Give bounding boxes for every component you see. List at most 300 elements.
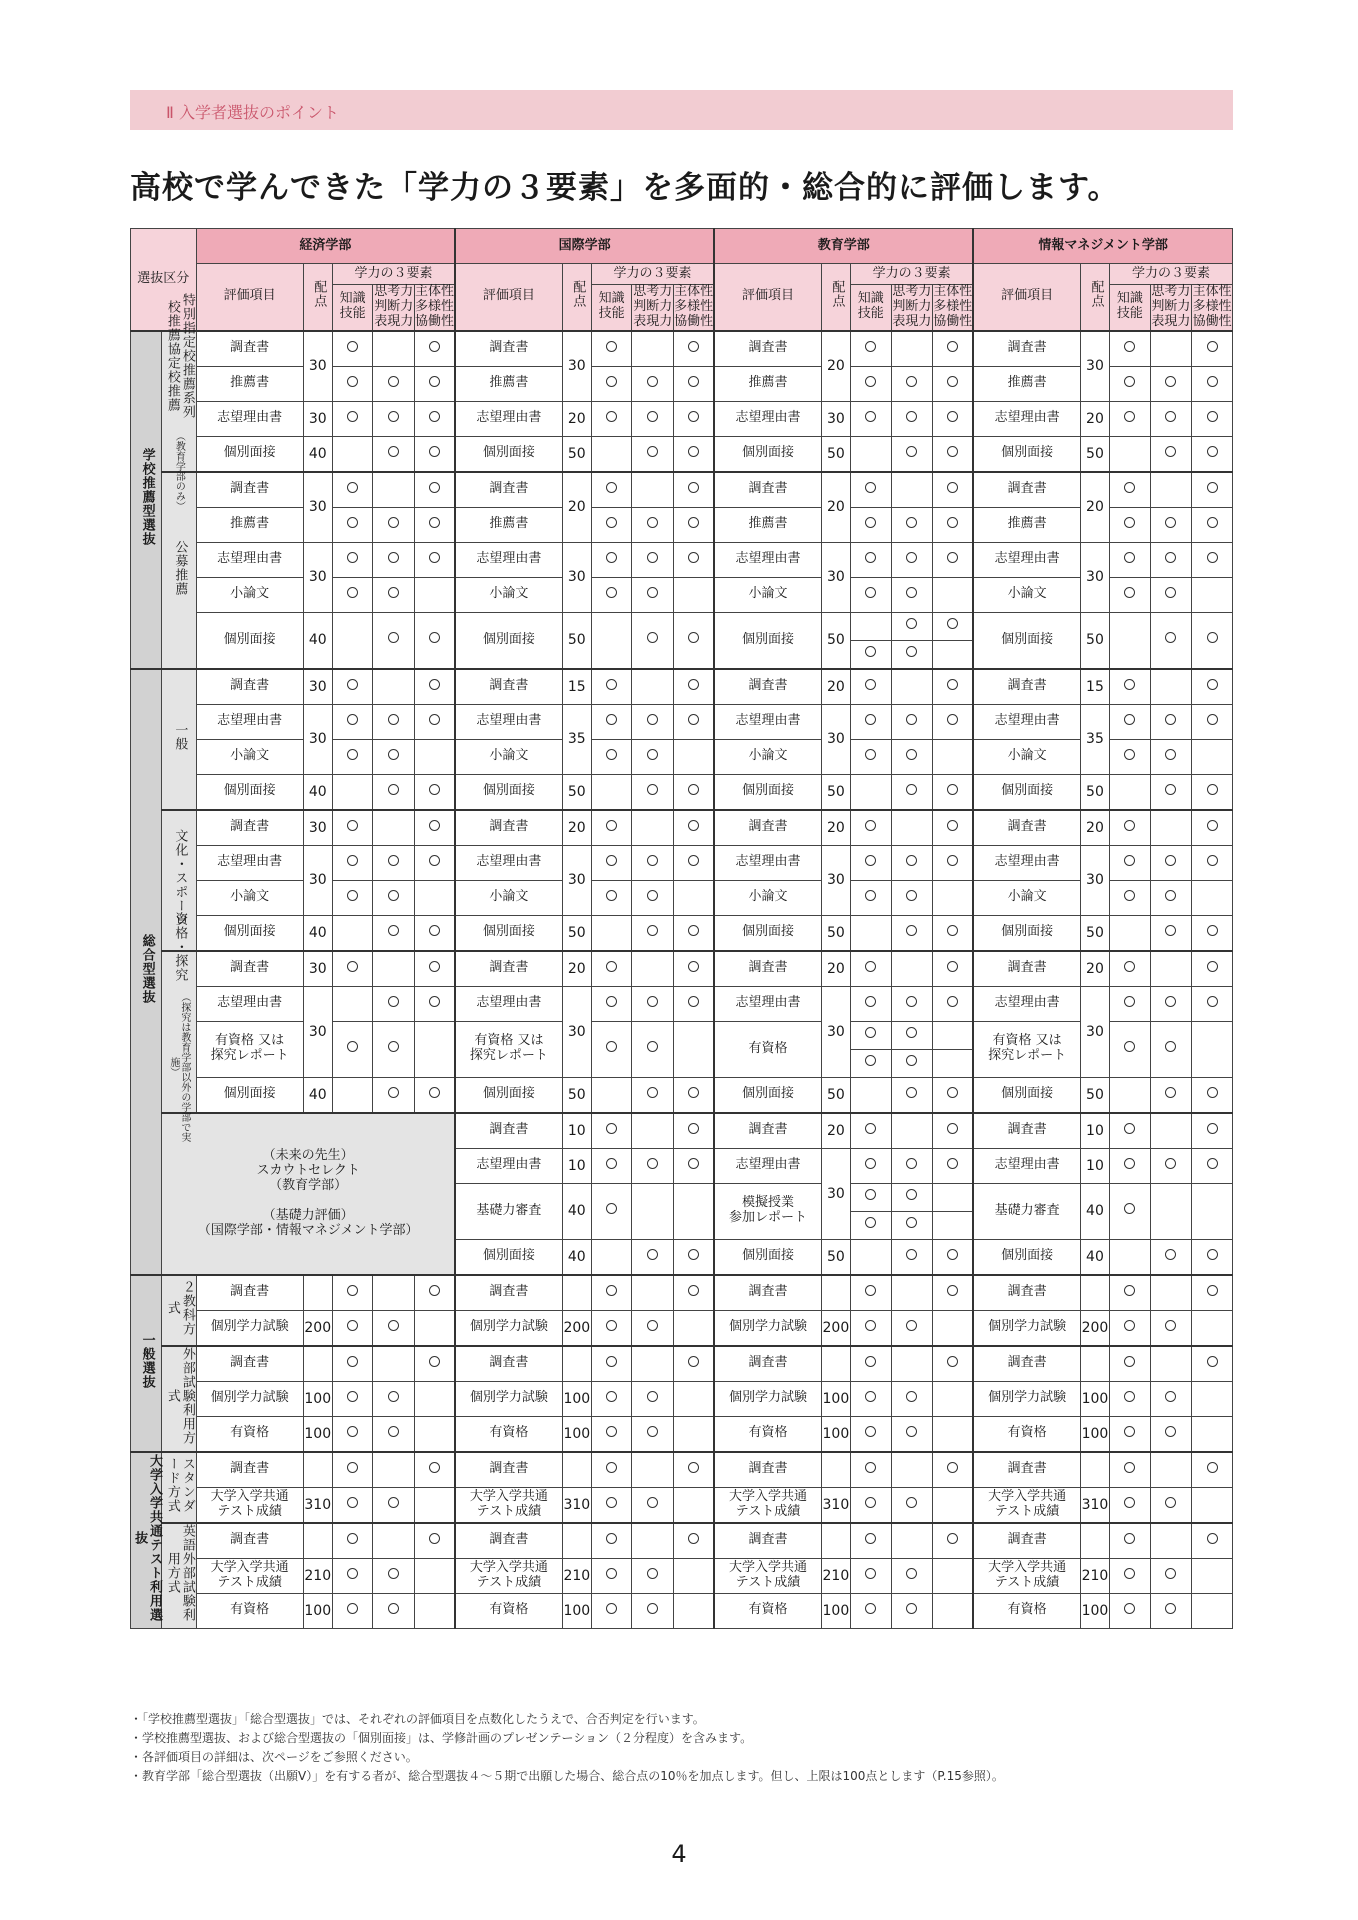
circle-mark xyxy=(606,1568,617,1579)
element-cell xyxy=(1150,472,1192,508)
circle-mark xyxy=(647,1041,658,1052)
circle-mark xyxy=(347,376,358,387)
circle-mark xyxy=(388,1320,399,1331)
eval-item-cell: 個別面接 xyxy=(455,915,562,951)
circle-mark xyxy=(906,1217,917,1228)
element-cell xyxy=(850,986,891,1021)
eval-item-cell: 志望理由書 xyxy=(714,542,821,577)
element-cell xyxy=(674,366,715,401)
selection-group-label xyxy=(131,1275,162,1452)
circle-mark xyxy=(647,1497,658,1508)
element-cell xyxy=(373,472,415,508)
table-row xyxy=(131,436,1233,472)
element-cell xyxy=(332,774,373,810)
points-cell: 210 xyxy=(821,1558,850,1593)
circle-mark xyxy=(1124,1320,1135,1331)
element-cell xyxy=(933,1593,974,1628)
element-cell xyxy=(373,669,415,705)
subgroup-text: スタンダード方式 xyxy=(164,1456,195,1513)
circle-mark xyxy=(906,446,917,457)
subgroup-text: ２教科方式 xyxy=(164,1279,195,1336)
circle-mark xyxy=(688,482,699,493)
element-cell xyxy=(674,669,715,705)
circle-mark xyxy=(865,1568,876,1579)
element-cell xyxy=(850,1239,891,1275)
circle-mark xyxy=(1165,376,1176,387)
element-cell xyxy=(933,1148,974,1183)
element-cell xyxy=(415,507,456,542)
points-cell: 200 xyxy=(1080,1310,1109,1346)
element-cell xyxy=(674,704,715,739)
element-cell xyxy=(1192,1239,1233,1275)
points-cell: 40 xyxy=(1080,1183,1109,1239)
element-cell xyxy=(332,577,373,612)
split-subcell xyxy=(933,613,972,641)
element-cell xyxy=(1150,612,1192,669)
element-cell xyxy=(332,1558,373,1593)
table-row xyxy=(131,1523,1233,1559)
circle-mark xyxy=(347,1462,358,1473)
circle-mark xyxy=(906,925,917,936)
section-title: Ⅱ 入学者選抜のポイント xyxy=(166,103,339,122)
eval-item-cell: 調査書 xyxy=(973,472,1080,508)
circle-mark xyxy=(906,1497,917,1508)
circle-mark xyxy=(1207,1356,1218,1367)
element-cell xyxy=(591,880,632,915)
points-cell: 100 xyxy=(562,1593,591,1628)
element-cell xyxy=(415,986,456,1021)
selection-subgroup-label xyxy=(162,1346,196,1452)
circle-mark xyxy=(1165,552,1176,563)
eval-item-cell: 調査書 xyxy=(714,1452,821,1488)
circle-mark xyxy=(906,855,917,866)
circle-mark xyxy=(947,679,958,690)
circle-mark xyxy=(647,714,658,725)
circle-mark xyxy=(865,376,876,387)
points-cell: 30 xyxy=(303,472,332,543)
circle-mark xyxy=(1124,1497,1135,1508)
element-cell xyxy=(674,739,715,774)
eval-item-cell: 志望理由書 xyxy=(196,986,303,1021)
circle-mark xyxy=(1124,376,1135,387)
eval-item-cell: 大学入学共通 テスト成績 xyxy=(973,1558,1080,1593)
circle-mark xyxy=(429,820,440,831)
points-cell: 20 xyxy=(1080,401,1109,436)
element-cell xyxy=(632,845,674,880)
circle-mark xyxy=(647,1568,658,1579)
table-row xyxy=(131,1077,1233,1113)
element-cell xyxy=(373,1077,415,1113)
eval-item-cell: 推薦書 xyxy=(973,507,1080,542)
element-cell xyxy=(850,1183,891,1239)
points-cell: 30 xyxy=(562,986,591,1077)
circle-mark xyxy=(947,1356,958,1367)
circle-mark xyxy=(1124,996,1135,1007)
element-cell xyxy=(1150,1381,1192,1416)
eval-item-cell: 小論文 xyxy=(196,739,303,774)
eval-item-cell: 調査書 xyxy=(973,1113,1080,1149)
points-cell xyxy=(1080,1275,1109,1311)
element-cell xyxy=(891,436,933,472)
element-cell xyxy=(1110,577,1151,612)
element-cell xyxy=(1110,951,1151,987)
element-cell xyxy=(1192,366,1233,401)
circle-mark xyxy=(1207,341,1218,352)
circle-mark xyxy=(388,587,399,598)
element-cell xyxy=(332,1487,373,1523)
circle-mark xyxy=(347,411,358,422)
element-cell xyxy=(850,951,891,987)
element-cell xyxy=(1192,1381,1233,1416)
element-cell xyxy=(1192,1558,1233,1593)
circle-mark xyxy=(947,1249,958,1260)
eval-item-cell: 個別面接 xyxy=(714,1239,821,1275)
circle-mark xyxy=(388,1087,399,1098)
element-cell xyxy=(891,915,933,951)
element-cell xyxy=(891,1416,933,1452)
points-cell xyxy=(821,1346,850,1382)
element-header: 知識 技能 xyxy=(332,285,373,331)
element-cell xyxy=(1150,1310,1192,1346)
eval-item-cell: 調査書 xyxy=(973,951,1080,987)
element-cell xyxy=(933,774,974,810)
element-cell xyxy=(1192,1593,1233,1628)
circle-mark xyxy=(947,1462,958,1473)
element-cell xyxy=(1110,704,1151,739)
element-cell xyxy=(332,1021,373,1077)
table-row xyxy=(131,1021,1233,1077)
element-cell xyxy=(591,1077,632,1113)
element-cell xyxy=(332,1077,373,1113)
element-cell xyxy=(415,951,456,987)
element-cell xyxy=(1192,669,1233,705)
element-cell xyxy=(933,542,974,577)
element-cell xyxy=(1150,507,1192,542)
eval-item-header: 評価項目 xyxy=(714,264,821,331)
eval-item-cell: 小論文 xyxy=(196,577,303,612)
eval-item-cell: 志望理由書 xyxy=(714,401,821,436)
selection-subgroup-label xyxy=(162,1452,196,1523)
split-cell-table xyxy=(933,613,972,668)
selection-group-text: 一般選抜 xyxy=(139,1332,155,1389)
points-cell: 30 xyxy=(821,401,850,436)
points-cell: 30 xyxy=(303,845,332,915)
eval-item-cell: 個別学力試験 xyxy=(973,1381,1080,1416)
points-cell: 40 xyxy=(303,612,332,669)
eval-item-cell: 調査書 xyxy=(455,1452,562,1488)
circle-mark xyxy=(906,996,917,1007)
eval-item-cell: 小論文 xyxy=(455,739,562,774)
eval-item-cell: 調査書 xyxy=(455,1346,562,1382)
element-cell xyxy=(591,1239,632,1275)
circle-mark xyxy=(1124,1426,1135,1437)
circle-mark xyxy=(688,341,699,352)
eval-item-cell: 志望理由書 xyxy=(973,401,1080,436)
eval-item-cell: 推薦書 xyxy=(196,507,303,542)
eval-item-cell: 個別面接 xyxy=(455,1077,562,1113)
eval-item-cell: 大学入学共通 テスト成績 xyxy=(455,1487,562,1523)
element-cell xyxy=(632,1381,674,1416)
element-cell xyxy=(850,880,891,915)
element-cell xyxy=(415,774,456,810)
points-cell: 20 xyxy=(821,810,850,846)
element-cell xyxy=(891,1558,933,1593)
circle-mark xyxy=(947,552,958,563)
element-cell xyxy=(415,1346,456,1382)
circle-mark xyxy=(947,517,958,528)
element-cell xyxy=(415,331,456,367)
points-cell: 200 xyxy=(562,1310,591,1346)
circle-mark xyxy=(647,552,658,563)
element-cell xyxy=(591,1381,632,1416)
points-cell xyxy=(1080,1523,1109,1559)
element-cell xyxy=(1110,986,1151,1021)
eval-item-cell: 有資格 xyxy=(714,1416,821,1452)
element-cell xyxy=(1150,1183,1192,1239)
element-cell xyxy=(891,366,933,401)
circle-mark xyxy=(688,411,699,422)
element-cell xyxy=(332,986,373,1021)
circle-mark xyxy=(906,646,917,657)
circle-mark xyxy=(865,1320,876,1331)
element-cell xyxy=(933,1239,974,1275)
element-cell xyxy=(933,1113,974,1149)
element-cell xyxy=(591,915,632,951)
circle-mark xyxy=(688,925,699,936)
eval-item-cell: 調査書 xyxy=(196,669,303,705)
eval-item-cell: 大学入学共通 テスト成績 xyxy=(714,1558,821,1593)
element-cell xyxy=(1192,951,1233,987)
points-cell: 310 xyxy=(821,1487,850,1523)
element-cell xyxy=(632,704,674,739)
eval-item-cell: 志望理由書 xyxy=(973,542,1080,577)
element-cell xyxy=(891,331,933,367)
circle-mark xyxy=(688,679,699,690)
element-cell xyxy=(1150,845,1192,880)
element-cell xyxy=(415,542,456,577)
element-cell xyxy=(1192,507,1233,542)
points-cell: 30 xyxy=(821,986,850,1077)
element-cell xyxy=(591,507,632,542)
circle-mark xyxy=(688,714,699,725)
circle-mark xyxy=(606,1203,617,1214)
element-cell xyxy=(591,845,632,880)
split-subcell xyxy=(851,1184,891,1212)
element-cell xyxy=(1192,1310,1233,1346)
table-row xyxy=(131,1416,1233,1452)
element-cell xyxy=(933,1275,974,1311)
circle-mark xyxy=(606,482,617,493)
element-cell xyxy=(1150,542,1192,577)
element-cell xyxy=(632,1183,674,1239)
element-cell xyxy=(1150,1148,1192,1183)
circle-mark xyxy=(906,1391,917,1402)
element-cell xyxy=(850,1523,891,1559)
circle-mark xyxy=(1124,1462,1135,1473)
eval-item-cell: 個別面接 xyxy=(196,915,303,951)
points-cell: 10 xyxy=(562,1113,591,1149)
points-cell: 50 xyxy=(1080,774,1109,810)
circle-mark xyxy=(1124,1603,1135,1614)
circle-mark xyxy=(606,1123,617,1134)
element-cell xyxy=(1150,331,1192,367)
element-cell xyxy=(850,915,891,951)
circle-mark xyxy=(1124,1285,1135,1296)
points-cell: 200 xyxy=(821,1310,850,1346)
circle-mark xyxy=(388,1603,399,1614)
eval-item-cell: 個別面接 xyxy=(973,915,1080,951)
points-cell: 20 xyxy=(562,472,591,543)
element-cell xyxy=(933,366,974,401)
element-cell xyxy=(1110,1310,1151,1346)
eval-item-cell: 志望理由書 xyxy=(973,986,1080,1021)
circle-mark xyxy=(865,1217,876,1228)
eval-item-cell: 個別学力試験 xyxy=(973,1310,1080,1346)
eval-item-cell: 有資格 又は 探究レポート xyxy=(973,1021,1080,1077)
element-cell xyxy=(1192,1523,1233,1559)
table-row xyxy=(131,1452,1233,1488)
element-cell xyxy=(1110,1183,1151,1239)
points-cell: 10 xyxy=(562,1148,591,1183)
circle-mark xyxy=(947,411,958,422)
element-cell xyxy=(373,507,415,542)
points-header-label: 配点 xyxy=(311,280,327,309)
circle-mark xyxy=(947,961,958,972)
eval-item-cell: 有資格 xyxy=(973,1593,1080,1628)
points-cell: 20 xyxy=(821,472,850,543)
element-cell xyxy=(891,1021,933,1077)
points-cell: 310 xyxy=(562,1487,591,1523)
element-cell xyxy=(332,1346,373,1382)
element-cell xyxy=(1110,1239,1151,1275)
circle-mark xyxy=(947,1087,958,1098)
element-cell xyxy=(373,612,415,669)
element-cell xyxy=(332,401,373,436)
element-cell xyxy=(332,810,373,846)
element-cell xyxy=(415,1416,456,1452)
eval-item-cell: 大学入学共通 テスト成績 xyxy=(973,1487,1080,1523)
eval-item-cell: 調査書 xyxy=(714,1346,821,1382)
element-cell xyxy=(674,1558,715,1593)
element-cell xyxy=(1150,1346,1192,1382)
element-cell xyxy=(415,739,456,774)
element-cell xyxy=(632,1452,674,1488)
points-cell: 15 xyxy=(562,669,591,705)
circle-mark xyxy=(865,1356,876,1367)
table-row xyxy=(131,739,1233,774)
element-cell xyxy=(1150,739,1192,774)
eval-item-cell: 志望理由書 xyxy=(714,845,821,880)
element-cell xyxy=(373,1523,415,1559)
circle-mark xyxy=(606,1462,617,1473)
circle-mark xyxy=(906,618,917,629)
points-cell: 30 xyxy=(562,542,591,612)
points-cell: 50 xyxy=(821,436,850,472)
circle-mark xyxy=(606,411,617,422)
circle-mark xyxy=(429,632,440,643)
eval-item-header: 評価項目 xyxy=(455,264,562,331)
points-cell: 100 xyxy=(303,1381,332,1416)
element-cell xyxy=(850,1148,891,1183)
element-cell xyxy=(332,366,373,401)
element-cell xyxy=(933,1310,974,1346)
eval-item-cell: 個別面接 xyxy=(973,774,1080,810)
element-cell xyxy=(1192,1416,1233,1452)
eval-item-cell: 調査書 xyxy=(196,1346,303,1382)
element-cell xyxy=(933,986,974,1021)
circle-mark xyxy=(347,1041,358,1052)
circle-mark xyxy=(865,1055,876,1066)
element-cell xyxy=(415,1593,456,1628)
element-cell xyxy=(1110,1346,1151,1382)
element-cell xyxy=(1150,1113,1192,1149)
circle-mark xyxy=(865,587,876,598)
element-cell xyxy=(850,507,891,542)
circle-mark xyxy=(906,1087,917,1098)
circle-mark xyxy=(429,855,440,866)
element-cell xyxy=(1150,1452,1192,1488)
points-cell xyxy=(1080,1346,1109,1382)
element-cell xyxy=(632,1021,674,1077)
circle-mark xyxy=(688,1087,699,1098)
circle-mark xyxy=(1165,925,1176,936)
element-cell xyxy=(373,401,415,436)
circle-mark xyxy=(947,1533,958,1544)
circle-mark xyxy=(647,1087,658,1098)
element-cell xyxy=(591,472,632,508)
element-cell xyxy=(850,739,891,774)
points-cell xyxy=(1080,1452,1109,1488)
element-cell xyxy=(850,1346,891,1382)
circle-mark xyxy=(865,1426,876,1437)
element-cell xyxy=(891,1113,933,1149)
eval-item-cell: 志望理由書 xyxy=(973,845,1080,880)
points-cell xyxy=(821,1452,850,1488)
points-cell xyxy=(562,1346,591,1382)
circle-mark xyxy=(688,552,699,563)
circle-mark xyxy=(1165,1320,1176,1331)
eval-item-cell: 有資格 xyxy=(455,1593,562,1628)
circle-mark xyxy=(1207,679,1218,690)
eval-item-cell: 調査書 xyxy=(455,1523,562,1559)
element-cell xyxy=(933,880,974,915)
circle-mark xyxy=(429,714,440,725)
element-cell xyxy=(373,1558,415,1593)
eval-item-cell: 調査書 xyxy=(973,810,1080,846)
element-cell xyxy=(632,986,674,1021)
element-cell xyxy=(1192,1183,1233,1239)
element-cell xyxy=(891,1381,933,1416)
element-cell xyxy=(1192,915,1233,951)
element-cell xyxy=(933,1523,974,1559)
element-cell xyxy=(591,1148,632,1183)
element-cell xyxy=(332,472,373,508)
points-cell: 30 xyxy=(1080,845,1109,915)
eval-item-cell: 小論文 xyxy=(973,577,1080,612)
circle-mark xyxy=(1124,517,1135,528)
element-cell xyxy=(1110,401,1151,436)
circle-mark xyxy=(1124,482,1135,493)
split-subcell xyxy=(892,613,933,641)
circle-mark xyxy=(347,1285,358,1296)
circle-mark xyxy=(947,996,958,1007)
element-cell xyxy=(332,507,373,542)
element-cell xyxy=(1150,1239,1192,1275)
points-cell: 40 xyxy=(303,774,332,810)
points-cell: 10 xyxy=(1080,1113,1109,1149)
circle-mark xyxy=(388,714,399,725)
element-cell xyxy=(332,915,373,951)
